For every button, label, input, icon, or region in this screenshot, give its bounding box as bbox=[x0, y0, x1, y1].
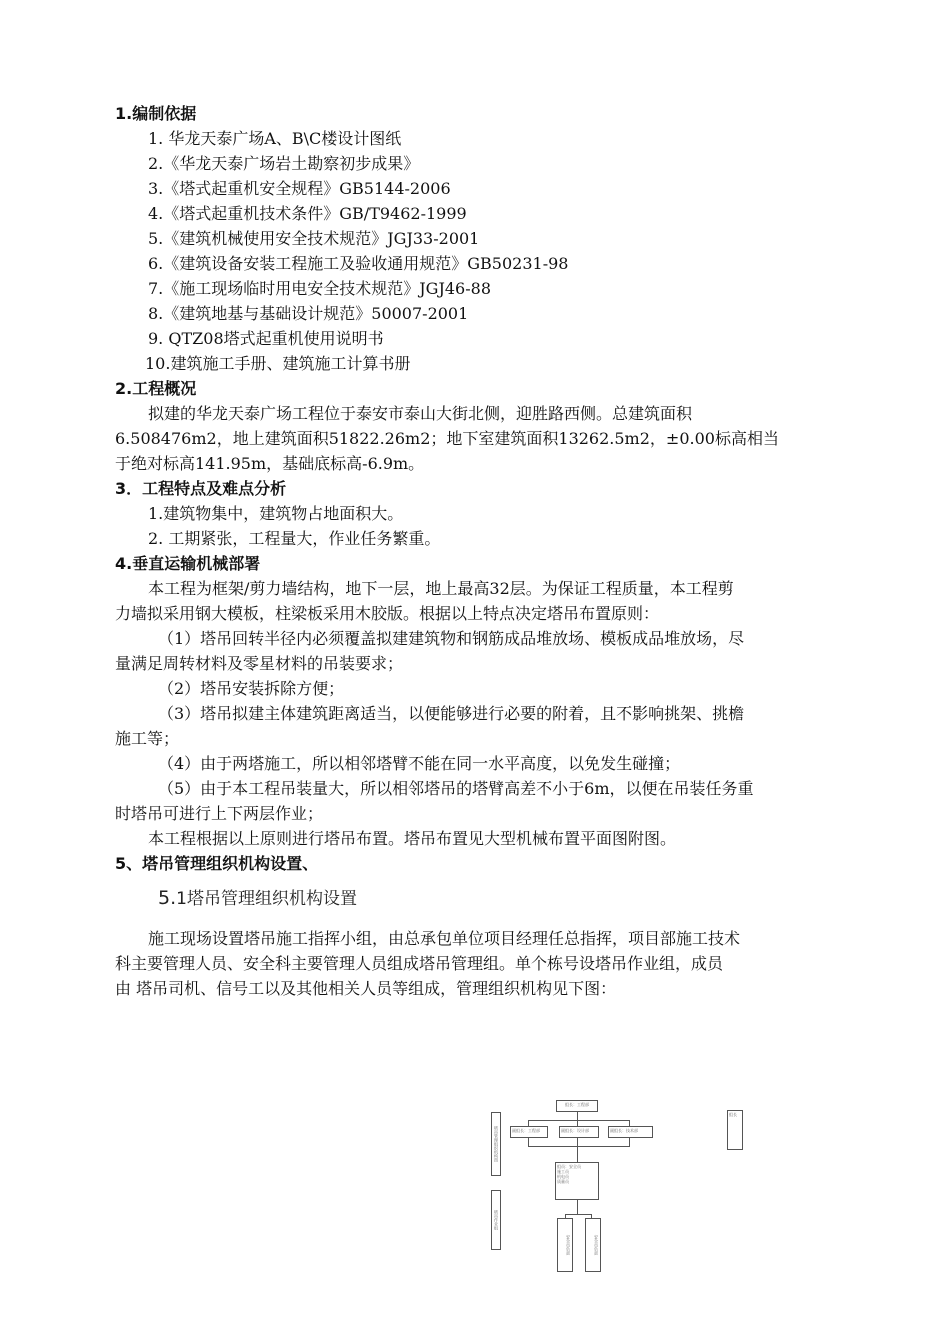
deployment-text: （2）塔吊安装拆除方便； bbox=[158, 679, 345, 698]
deployment-text: 时塔吊可进行上下两层作业； bbox=[115, 804, 324, 823]
org-bottom-box: 安全员负责 bbox=[585, 1218, 601, 1272]
section1-heading: 1.编制依据 bbox=[115, 104, 197, 123]
deployment-text: （5）由于本工程吊装量大，所以相邻塔吊的塔臂高差不小于6m，以便在吊装任务重 bbox=[158, 779, 754, 798]
section2-heading: 2.工程概况 bbox=[115, 379, 197, 398]
reference-item: 1. 华龙天泰广场A、B\C楼设计图纸 bbox=[148, 129, 402, 148]
subsection-title: 1塔吊管理组织机构设置 bbox=[176, 889, 357, 909]
overview-text: 于绝对标高141.95m，基础底标高-6.9m。 bbox=[115, 454, 425, 473]
reference-item: 2.《华龙天泰广场岩土勘察初步成果》 bbox=[148, 154, 420, 173]
reference-item: 6.《建筑设备安装工程施工及验收通用规范》GB50231-98 bbox=[148, 254, 569, 273]
management-text: 科主要管理人员、安全科主要管理人员组成塔吊管理组。单个栋号设塔吊作业组，成员 bbox=[115, 954, 724, 973]
org-left-box: 塔吊作业组 bbox=[491, 1190, 501, 1250]
section3-heading: 3．工程特点及难点分析 bbox=[115, 479, 287, 498]
reference-item: 8.《建筑地基与基础设计规范》50007-2001 bbox=[148, 304, 469, 323]
org-bottom-box: 安全员负责 bbox=[557, 1218, 573, 1272]
overview-text: 拟建的华龙天泰广场工程位于泰安市泰山大街北侧，迎胜路西侧。总建筑面积 bbox=[148, 404, 693, 423]
feature-item: 2. 工期紧张，工程量大，作业任务繁重。 bbox=[148, 529, 441, 548]
management-text: 由 塔吊司机、信号工以及其他相关人员等组成，管理组织机构见下图： bbox=[115, 979, 617, 998]
deployment-text: （1）塔吊回转半径内必须覆盖拟建建筑物和钢筋成品堆放场、模板成品堆放场，尽 bbox=[158, 629, 745, 648]
deployment-text: 量满足周转材料及零星材料的吊装要求； bbox=[115, 654, 404, 673]
overview-text: 6.508476m2，地上建筑面积51822.26m2；地下室建筑面积13262.5m2，±0.00标高相当 bbox=[115, 429, 779, 448]
deployment-text: 力墙拟采用钢大模板，柱梁板采用木胶版。根据以上特点决定塔吊布置原则： bbox=[115, 604, 660, 623]
reference-item: 4.《塔式起重机技术条件》GB/T9462-1999 bbox=[148, 204, 467, 223]
org-top-box: 组长：工程部 bbox=[556, 1100, 598, 1112]
deployment-text: 本工程根据以上原则进行塔吊布置。塔吊布置见大型机械布置平面图附图。 bbox=[148, 829, 677, 848]
deployment-text: （4）由于两塔施工，所以相邻塔臂不能在同一水平高度，以免发生碰撞； bbox=[158, 754, 681, 773]
deployment-text: 施工等； bbox=[115, 729, 180, 748]
org-mid-box: 副组长：工程部 bbox=[510, 1126, 548, 1138]
reference-item: 10.建筑施工手册、建筑施工计算书册 bbox=[145, 354, 411, 373]
reference-item: 3.《塔式起重机安全规程》GB5144-2006 bbox=[148, 179, 451, 198]
org-center-box: 组员：安全员 施工员 机电员 质量员 bbox=[555, 1162, 599, 1200]
org-mid-box: 副组长：技术部 bbox=[608, 1126, 653, 1138]
management-text: 施工现场设置塔吊施工指挥小组，由总承包单位项目经理任总指挥，项目部施工技术 bbox=[148, 929, 741, 948]
reference-item: 9. QTZ08塔式起重机使用说明书 bbox=[148, 329, 384, 348]
section4-heading: 4.垂直运输机械部署 bbox=[115, 554, 261, 573]
reference-item: 7.《施工现场临时用电安全技术规范》JGJ46-88 bbox=[148, 279, 492, 298]
feature-item: 1.建筑物集中，建筑物占地面积大。 bbox=[148, 504, 404, 523]
section5-heading: 5、塔吊管理组织机构设置、 bbox=[115, 854, 319, 873]
subsection-heading bbox=[158, 888, 357, 909]
reference-item: 5.《建筑机械使用安全技术规范》JGJ33-2001 bbox=[148, 229, 480, 248]
org-mid-box: 副组长：设计部 bbox=[559, 1126, 599, 1138]
org-left-box: 塔吊管理组织机构图 bbox=[491, 1112, 501, 1176]
org-right-box: 组长 bbox=[727, 1110, 743, 1150]
deployment-text: （3）塔吊拟建主体建筑距离适当，以便能够进行必要的附着，且不影响挑架、挑檐 bbox=[158, 704, 745, 723]
deployment-text: 本工程为框架/剪力墙结构，地下一层，地上最高32层。为保证工程质量，本工程剪 bbox=[148, 579, 734, 598]
subsection-number: 5. bbox=[158, 887, 177, 909]
